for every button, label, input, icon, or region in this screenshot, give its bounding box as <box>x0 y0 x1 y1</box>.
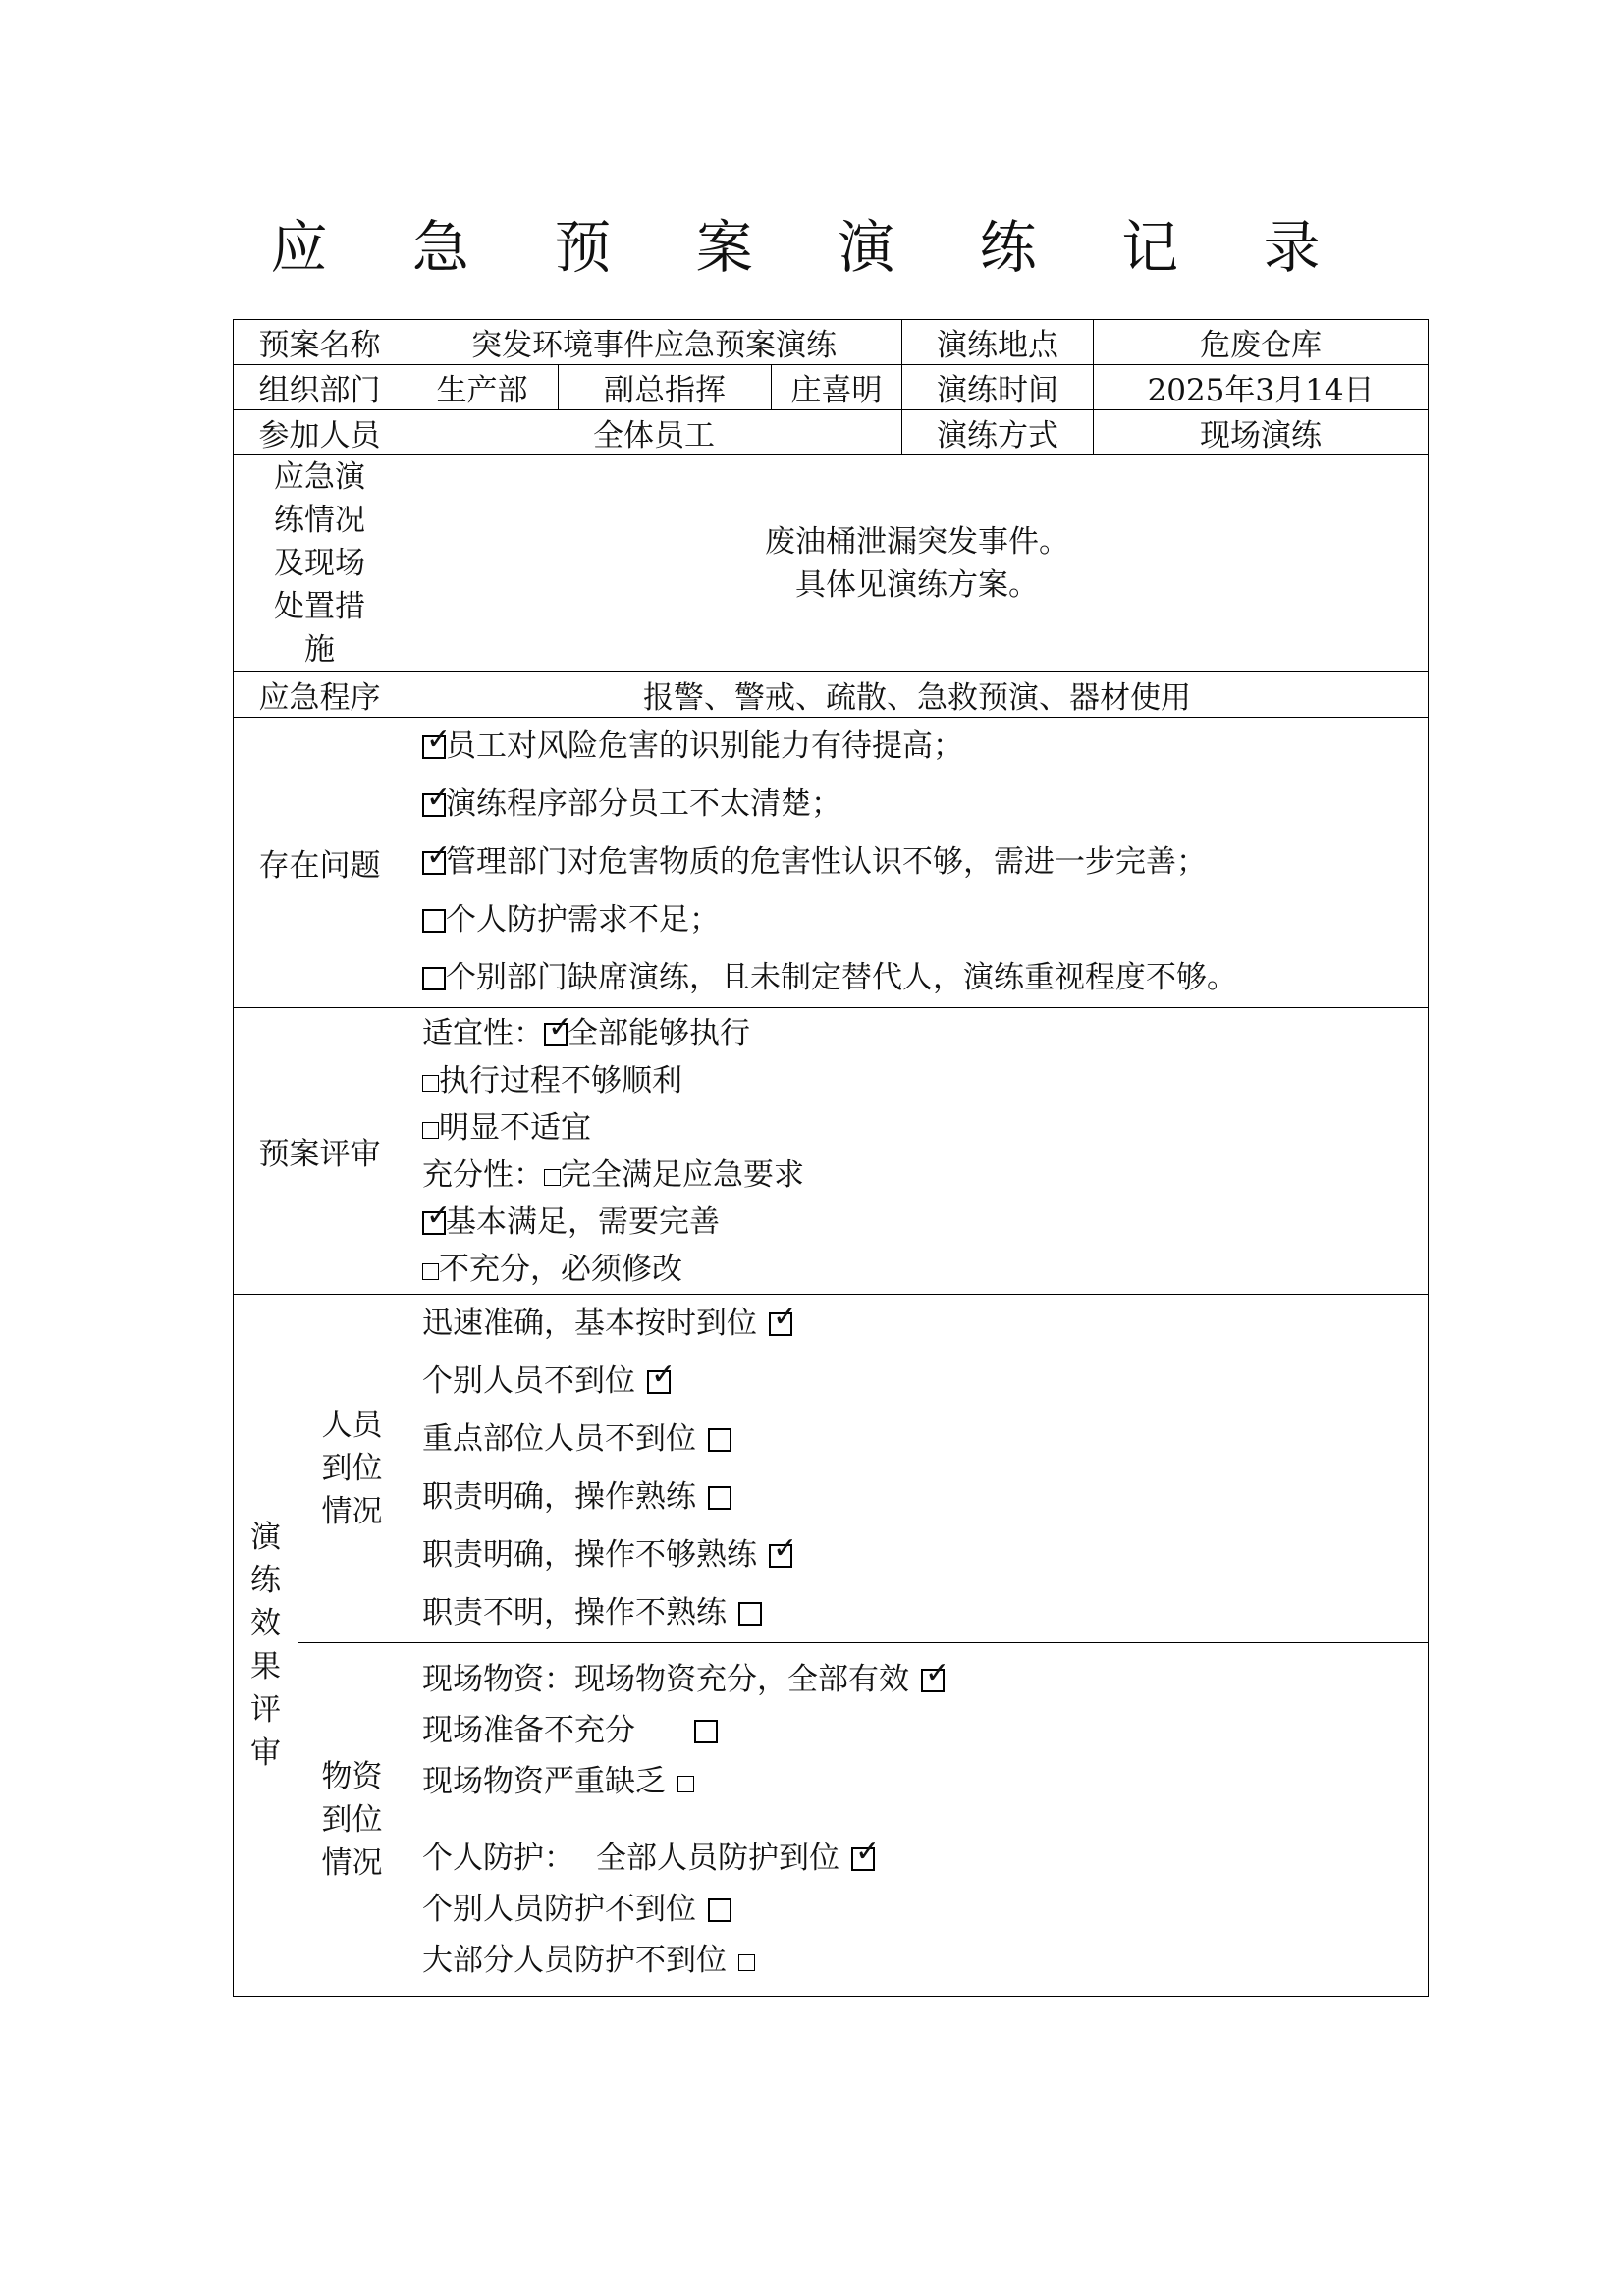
effect-label: 演 练 效 果 评 审 <box>234 1295 298 1997</box>
time-value: 2025年3月14日 <box>1094 365 1429 410</box>
drill-record-table <box>233 319 1429 1997</box>
checkbox-icon[interactable] <box>422 1211 446 1235</box>
adequacy-option: 不充分，必须修改 <box>422 1246 1428 1293</box>
issues-list <box>406 718 1429 1008</box>
adequacy-row: 充分性： 完全满足应急要求 <box>422 1156 804 1193</box>
checkbox-icon[interactable] <box>422 1075 439 1092</box>
checkbox-icon[interactable] <box>544 1023 568 1046</box>
procedure-value: 报警、警戒、疏散、急救预演、器材使用 <box>406 672 1429 718</box>
commander-label: 副总指挥 <box>559 365 772 410</box>
suitability-option: 明显不适宜 <box>422 1104 1428 1151</box>
personnel-item: 迅速准确，基本按时到位✓ <box>422 1295 1428 1353</box>
page-title: 应 急 预 案 演 练 记 录 <box>270 214 1354 281</box>
ppe-item: 个别人员防护不到位 <box>422 1884 1428 1935</box>
checkbox-icon[interactable] <box>708 1428 731 1452</box>
issue-item: ✓员工对风险危害的识别能力有待提高； <box>422 718 1428 775</box>
row-materials <box>234 1643 1429 1997</box>
materials-label: 物资 到位 情况 <box>298 1643 406 1997</box>
materials-item: 现场物资：现场物资充分，全部有效✓ <box>422 1654 1428 1705</box>
materials-item: 现场准备不充分 <box>422 1705 1428 1756</box>
plan-name-label: 预案名称 <box>234 320 406 365</box>
checkbox-icon[interactable] <box>694 1720 718 1743</box>
materials-options <box>406 1643 1429 1997</box>
checkbox-icon[interactable] <box>422 1122 439 1139</box>
org-label: 组织部门 <box>234 365 406 410</box>
row-plan-name <box>234 320 1429 365</box>
personnel-item: 职责明确，操作不够熟练✓ <box>422 1526 1428 1584</box>
issue-item: ✓演练程序部分员工不太清楚； <box>422 775 1428 833</box>
checkbox-icon[interactable] <box>544 1169 561 1186</box>
checkbox-icon[interactable] <box>708 1898 731 1922</box>
review-options <box>406 1008 1429 1295</box>
participants-label: 参加人员 <box>234 410 406 455</box>
location-label: 演练地点 <box>902 320 1094 365</box>
checkbox-icon[interactable] <box>677 1776 694 1792</box>
checkbox-icon[interactable] <box>647 1370 671 1394</box>
plan-name-value: 突发环境事件应急预案演练 <box>406 320 902 365</box>
ppe-item: 个人防护： 全部人员防护到位✓ <box>422 1833 1428 1884</box>
procedure-label: 应急程序 <box>234 672 406 718</box>
method-label: 演练方式 <box>902 410 1094 455</box>
personnel-item: 个别人员不到位✓ <box>422 1353 1428 1411</box>
materials-item: 现场物资严重缺乏 <box>422 1756 1428 1807</box>
row-procedure <box>234 672 1429 718</box>
commander-value: 庄喜明 <box>772 365 902 410</box>
checkbox-icon[interactable] <box>422 1263 439 1280</box>
checkbox-icon[interactable] <box>422 735 446 759</box>
row-situation <box>234 455 1429 672</box>
participants-value: 全体员工 <box>406 410 902 455</box>
ppe-item: 大部分人员防护不到位 <box>422 1935 1428 1986</box>
checkbox-icon[interactable] <box>422 793 446 817</box>
org-value: 生产部 <box>406 365 559 410</box>
adequacy-option: ✓基本满足，需要完善 <box>422 1199 1428 1246</box>
suitability-row: 适宜性：✓ 全部能够执行 <box>422 1010 1428 1057</box>
checkbox-icon[interactable] <box>769 1312 792 1336</box>
checkbox-icon[interactable] <box>708 1486 731 1510</box>
personnel-item: 职责不明，操作不熟练 <box>422 1584 1428 1642</box>
review-label: 预案评审 <box>234 1008 406 1295</box>
row-issues <box>234 718 1429 1008</box>
suitability-option: 执行过程不够顺利 <box>422 1057 1428 1104</box>
personnel-item: 职责明确，操作熟练 <box>422 1468 1428 1526</box>
situation-label: 应急演 练情况 及现场 处置措 施 <box>234 455 406 672</box>
row-personnel <box>234 1295 1429 1643</box>
situation-line: 具体见演练方案。 <box>795 567 1039 603</box>
issue-item: ✓管理部门对危害物质的危害性认识不够，需进一步完善； <box>422 833 1428 891</box>
issue-item: 个人防护需求不足； <box>422 891 1428 949</box>
checkbox-icon[interactable] <box>921 1669 945 1692</box>
personnel-options <box>406 1295 1429 1643</box>
row-participants <box>234 410 1429 455</box>
row-organization <box>234 365 1429 410</box>
checkbox-icon[interactable] <box>422 851 446 875</box>
checkbox-icon[interactable] <box>422 909 446 933</box>
time-label: 演练时间 <box>902 365 1094 410</box>
checkbox-icon[interactable] <box>769 1544 792 1568</box>
row-plan-review <box>234 1008 1429 1295</box>
method-value: 现场演练 <box>1094 410 1429 455</box>
checkbox-icon[interactable] <box>422 967 446 990</box>
issue-item: 个别部门缺席演练，且未制定替代人，演练重视程度不够。 <box>422 949 1428 1007</box>
personnel-label: 人员 到位 情况 <box>298 1295 406 1643</box>
checkbox-icon[interactable] <box>738 1954 755 1971</box>
personnel-item: 重点部位人员不到位 <box>422 1411 1428 1468</box>
checkbox-icon[interactable] <box>851 1847 875 1871</box>
situation-line: 废油桶泄漏突发事件。 <box>765 524 1069 560</box>
location-value: 危废仓库 <box>1094 320 1429 365</box>
issues-label: 存在问题 <box>234 718 406 1008</box>
checkbox-icon[interactable] <box>738 1602 762 1626</box>
situation-value <box>406 455 1429 672</box>
